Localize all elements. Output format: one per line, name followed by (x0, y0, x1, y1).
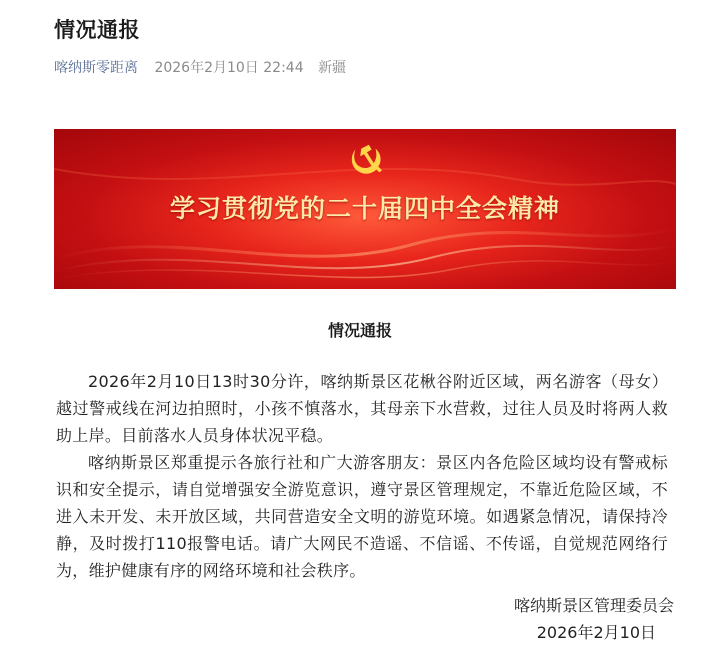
notice-paragraph-2: 喀纳斯景区郑重提示各旅行社和广大游客朋友：景区内各危险区域均设有警戒标识和安全提示，请自觉增强安全游览意识，遵守景区管理规定，不靠近危险区域，不进入未开发、未开放区域，共同营造安全文明的游览环境。如遇紧急情况，请保持冷静，及时拨打110报警电话。请广大网民不造谣、不信谣、不传谣，自觉规范网络行为，维护健康有序的网络环境和社会秩序。 (56, 453, 668, 580)
publish-region: 新疆 (318, 60, 347, 76)
publish-datetime: 2026年2月10日 22:44 (154, 60, 304, 76)
notice-paragraph-1: 2026年2月10日13时30分许，喀纳斯景区花楸谷附近区域，两名游客（母女）越过警戒线在河边拍照时，小孩不慎落水，其母亲下水营救，过往人员及时将两人救助上岸。目前落水人员身体状况平稳。 (56, 372, 668, 445)
article-meta (54, 57, 346, 77)
banner-image (54, 129, 676, 289)
signature-date: 2026年2月10日 (536, 623, 656, 642)
party-emblem-icon (346, 141, 384, 179)
signature-organization: 喀纳斯景区管理委员会 (513, 596, 674, 615)
banner-slogan: 学习贯彻党的二十届四中全会精神 (169, 194, 560, 223)
notice-heading: 情况通报 (327, 321, 392, 340)
account-name-link[interactable]: 喀纳斯零距离 (54, 60, 138, 76)
page-title: 情况通报 (54, 18, 140, 42)
